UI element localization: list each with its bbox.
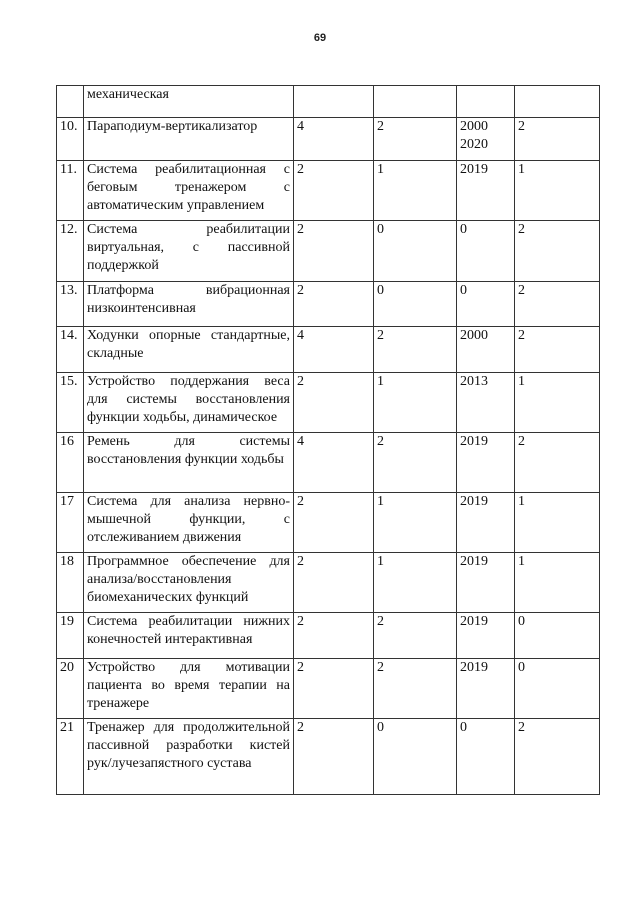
cell-year: 2000 xyxy=(457,327,515,373)
cell-need: 1 xyxy=(515,161,600,221)
cell-qty: 2 xyxy=(294,553,374,613)
cell-num: 14. xyxy=(57,327,84,373)
table-row xyxy=(57,719,600,795)
cell-qty: 2 xyxy=(294,493,374,553)
cell-name: Ходунки опорные стандартные, складные xyxy=(84,327,294,373)
cell-need: 2 xyxy=(515,221,600,282)
cell-name: Устройство для мотивации пациента во время терапии на тренажере xyxy=(84,659,294,719)
cell-year: 2019 xyxy=(457,493,515,553)
cell-have: 0 xyxy=(374,221,457,282)
cell-need: 2 xyxy=(515,118,600,161)
cell-num: 20 xyxy=(57,659,84,719)
cell-name: Система реабилитации виртуальная, с пассивной поддержкой xyxy=(84,221,294,282)
cell-need xyxy=(515,86,600,118)
cell-need: 1 xyxy=(515,373,600,433)
table-row xyxy=(57,118,600,161)
cell-have: 1 xyxy=(374,493,457,553)
table-row xyxy=(57,433,600,493)
cell-have: 2 xyxy=(374,659,457,719)
cell-num: 16 xyxy=(57,433,84,493)
table-row xyxy=(57,327,600,373)
cell-have: 0 xyxy=(374,282,457,327)
cell-num: 15. xyxy=(57,373,84,433)
cell-name: Система реабилитационная с беговым тренажером с автоматическим управлением xyxy=(84,161,294,221)
cell-year: 0 xyxy=(457,221,515,282)
table-row xyxy=(57,553,600,613)
cell-qty: 2 xyxy=(294,613,374,659)
equipment-table xyxy=(56,85,600,795)
table-row xyxy=(57,161,600,221)
table-row xyxy=(57,221,600,282)
cell-have xyxy=(374,86,457,118)
cell-year: 2000 2020 xyxy=(457,118,515,161)
cell-name: Система реабилитации нижних конечностей интерактивная xyxy=(84,613,294,659)
cell-need: 0 xyxy=(515,613,600,659)
cell-name: механическая xyxy=(84,86,294,118)
cell-num: 19 xyxy=(57,613,84,659)
cell-have: 1 xyxy=(374,161,457,221)
cell-need: 0 xyxy=(515,659,600,719)
cell-qty: 2 xyxy=(294,282,374,327)
cell-qty: 2 xyxy=(294,719,374,795)
cell-name: Тренажер для продолжительной пассивной разработки кистей рук/лучезапястного сустава xyxy=(84,719,294,795)
cell-qty: 2 xyxy=(294,373,374,433)
table-row xyxy=(57,659,600,719)
cell-qty: 2 xyxy=(294,161,374,221)
cell-year: 0 xyxy=(457,282,515,327)
table-row xyxy=(57,86,600,118)
cell-qty: 2 xyxy=(294,659,374,719)
cell-have: 2 xyxy=(374,613,457,659)
cell-name: Параподиум-вертикализатор xyxy=(84,118,294,161)
cell-qty: 4 xyxy=(294,327,374,373)
cell-name: Программное обеспечение для анализа/восстановления биомеханических функций xyxy=(84,553,294,613)
cell-have: 1 xyxy=(374,373,457,433)
cell-num: 12. xyxy=(57,221,84,282)
cell-year: 2019 xyxy=(457,553,515,613)
cell-need: 2 xyxy=(515,433,600,493)
cell-qty xyxy=(294,86,374,118)
cell-have: 2 xyxy=(374,433,457,493)
cell-need: 1 xyxy=(515,493,600,553)
table-row xyxy=(57,613,600,659)
cell-num: 11. xyxy=(57,161,84,221)
cell-year: 2019 xyxy=(457,659,515,719)
cell-num xyxy=(57,86,84,118)
cell-year: 2019 xyxy=(457,613,515,659)
cell-num: 18 xyxy=(57,553,84,613)
table-row xyxy=(57,373,600,433)
cell-name: Ремень для системы восстановления функции ходьбы xyxy=(84,433,294,493)
cell-name: Платформа вибрационная низкоинтенсивная xyxy=(84,282,294,327)
cell-have: 2 xyxy=(374,118,457,161)
cell-num: 17 xyxy=(57,493,84,553)
cell-need: 2 xyxy=(515,282,600,327)
cell-qty: 4 xyxy=(294,433,374,493)
cell-have: 0 xyxy=(374,719,457,795)
cell-name: Устройство поддержания веса для системы восстановления функции ходьбы, динамическое xyxy=(84,373,294,433)
cell-year: 2019 xyxy=(457,161,515,221)
cell-num: 21 xyxy=(57,719,84,795)
page-number: 69 xyxy=(313,32,327,44)
cell-num: 13. xyxy=(57,282,84,327)
cell-year xyxy=(457,86,515,118)
table-row xyxy=(57,493,600,553)
cell-qty: 4 xyxy=(294,118,374,161)
cell-qty: 2 xyxy=(294,221,374,282)
cell-need: 2 xyxy=(515,327,600,373)
cell-year: 2013 xyxy=(457,373,515,433)
table-row xyxy=(57,282,600,327)
cell-need: 2 xyxy=(515,719,600,795)
cell-have: 1 xyxy=(374,553,457,613)
cell-num: 10. xyxy=(57,118,84,161)
cell-year: 0 xyxy=(457,719,515,795)
cell-year: 2019 xyxy=(457,433,515,493)
cell-have: 2 xyxy=(374,327,457,373)
cell-name: Система для анализа нервно-мышечной функции, с отслеживанием движения xyxy=(84,493,294,553)
cell-need: 1 xyxy=(515,553,600,613)
